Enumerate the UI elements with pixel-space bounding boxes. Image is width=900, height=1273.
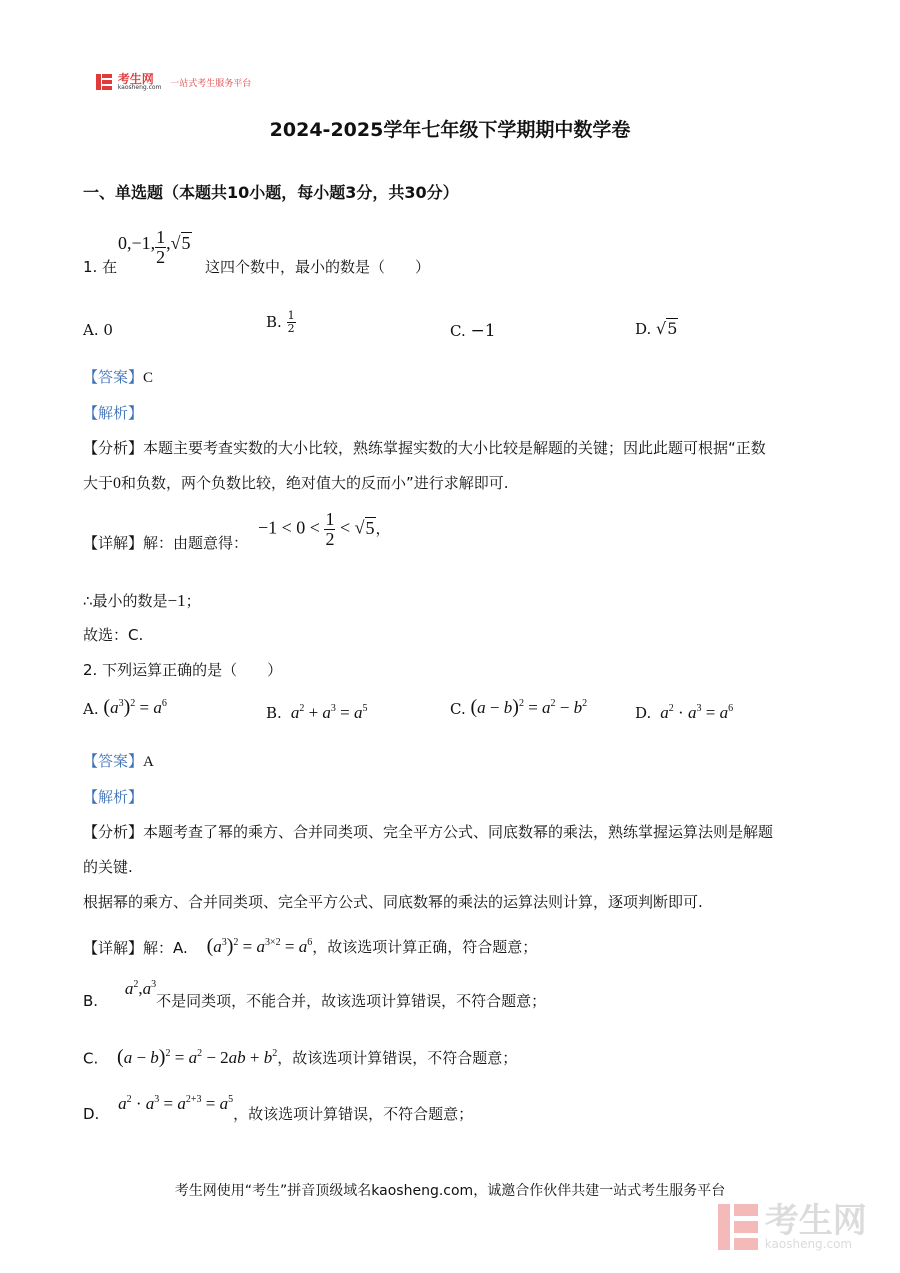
q1-choice: 故选：C.	[83, 626, 144, 644]
watermark-logo	[716, 1202, 867, 1252]
footer-text: 考生网使用“考生”拼音顶级域名kaosheng.com，诚邀合作伙伴共建一站式考生服务平台	[174, 1183, 726, 1199]
watermark-domain: kaosheng.com	[764, 1237, 853, 1251]
q1-analysis-line2: 大于0和负数，两个负数比较，绝对值大的反而小”进行求解即可.	[83, 474, 509, 492]
site-logo	[95, 72, 251, 91]
question-1-stem: 这四个数中，最小的数是（ ）	[205, 258, 431, 276]
q2-option-a[interactable]: A. $(a^3)^2 = a^6$	[83, 696, 167, 718]
q2-option-b[interactable]: B. $a^2 + a^3 = a^5$	[266, 703, 368, 722]
q1-option-a[interactable]: A. 0	[83, 321, 113, 339]
q2-detail-b: B. $a^2,a^3$不是同类项，不能合并，故该选项计算错误，不符合题意；	[83, 979, 547, 1010]
q1-option-b[interactable]: B. $\frac{1}{2}$	[266, 309, 295, 335]
q1-answer: 【答案】C	[83, 368, 154, 386]
q1-option-d[interactable]: D. √5	[635, 319, 678, 338]
question-1-number-list: 0,−1, $\frac{1}{2}$ ,√5	[118, 227, 191, 267]
q1-min-line: ∴最小的数是−1；	[83, 591, 201, 610]
q2-detail-d: D. $a^2 \cdot a^3 = a^{2+3} = a^5$，故该选项计算错误，不符合题意；	[83, 1094, 474, 1123]
q1-analysis-tag: 【解析】	[83, 404, 144, 422]
q1-detail-expression: −1 < 0 < $\frac{1}{2}$ < √5，	[258, 509, 391, 549]
q2-analysis-line2: 的关键.	[83, 858, 133, 876]
kaosheng-logo-icon	[95, 73, 113, 91]
section-heading: 一、单选题（本题共10小题，每小题3分，共30分）	[83, 183, 459, 202]
q2-detail-a: 【详解】解：A. $(a^3)^2 = a^{3\times 2} = a^6$，故该选项计算正确，符合题意；	[83, 935, 538, 957]
q2-option-c[interactable]: C. $(a - b)^2 = a^2 - b^2$	[450, 696, 588, 718]
page-title: 2024-2025学年七年级下学期期中数学卷	[269, 119, 631, 141]
logo-slogan: 一站式考生服务平台	[170, 78, 252, 89]
question-1-number: 1. 在	[83, 258, 118, 276]
q2-detail-c: C. $(a - b)^2 = a^2 - 2ab + b^2$，故该选项计算错误，不符合题意；	[83, 1046, 518, 1068]
q2-answer: 【答案】A	[83, 752, 154, 770]
q2-analysis-line3: 根据幂的乘方、合并同类项、完全平方公式、同底数幂的乘法的运算法则计算，逐项判断即可.	[83, 893, 703, 911]
q1-detail-label: 【详解】解：由题意得：	[83, 534, 249, 552]
watermark-text: 考生网	[764, 1201, 867, 1241]
q2-analysis-line1: 【分析】本题考查了幂的乘方、合并同类项、完全平方公式、同底数幂的乘法，熟练掌握运算法则是解题	[83, 823, 774, 841]
logo-text: 考生网	[117, 72, 154, 86]
watermark-logo-icon	[716, 1202, 760, 1252]
q1-option-c[interactable]: C. −1	[450, 321, 496, 341]
q1-analysis-line1: 【分析】本题主要考查实数的大小比较，熟练掌握实数的大小比较是解题的关键；因此此题可根据“正数	[83, 439, 766, 457]
q2-analysis-tag: 【解析】	[83, 788, 144, 806]
logo-domain: kaosheng.com	[117, 84, 162, 91]
q2-option-d[interactable]: D. $a^2 \cdot a^3 = a^6$	[635, 703, 734, 722]
question-2-stem: 2. 下列运算正确的是（ ）	[83, 661, 283, 679]
